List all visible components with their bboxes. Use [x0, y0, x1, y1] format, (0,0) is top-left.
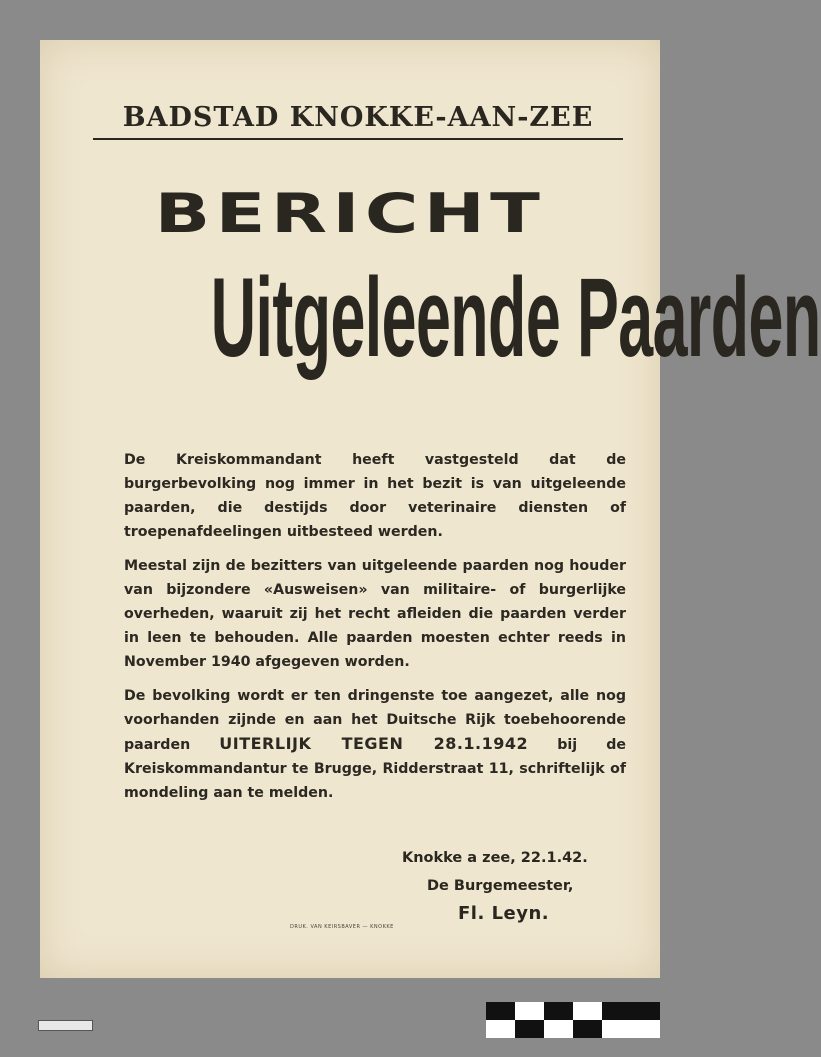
deadline-emphasis: UITERLIJK TEGEN 28.1.1942: [219, 734, 529, 753]
notice-body: [124, 448, 626, 815]
paragraph-3: [124, 684, 626, 805]
paragraph-3-start: De bevolking wordt er ten dringenste toe aangezet, alle nog voorhanden zijnde en aan het Duitsche Rijk toebehoorende paarden: [124, 688, 626, 753]
calibration-square: [573, 1020, 602, 1038]
calibration-square: [573, 1002, 602, 1020]
paragraph-3-end: bij de Kreiskommandantur te Brugge, Ridderstraat 11, schriftelijk of mondeling aan te melden.: [124, 737, 626, 801]
calibration-square: [602, 1020, 660, 1038]
calibration-square: [544, 1020, 573, 1038]
calibration-square: [515, 1002, 544, 1020]
calibration-square: [602, 1002, 660, 1020]
signer-title: De Burgemeester,: [427, 878, 574, 894]
signoff-block: [400, 844, 588, 928]
paragraph-2: Meestal zijn de bezitters van uitgeleende paarden nog houder van bijzondere «Ausweisen» van militaire- of burgerlijke overheden, waaruit zij het recht afleiden die paarden verder in leen te behouden. Alle paarden moesten echter reeds in November 1940 afgegeven worden.: [124, 558, 626, 670]
color-calibration-bar: [486, 1002, 660, 1038]
printer-credit: DRUK. VAN KEIRSBAVER — KNOKKE: [290, 924, 394, 930]
calibration-square: [544, 1002, 573, 1020]
archive-label: [38, 1020, 93, 1031]
signer-name: Fl. Leyn.: [458, 903, 550, 924]
date-line: Knokke a zee, 22.1.42.: [402, 850, 588, 866]
poster-sheet: [40, 40, 821, 978]
paragraph-1: De Kreiskommandant heeft vastgesteld dat de burgerbevolking nog immer in het bezit is van uitgeleende paarden, die destijds door veterinaire diensten of troepenafdeelingen uitbesteed werden.: [124, 452, 626, 540]
calibration-square: [486, 1020, 515, 1038]
poster-subtitle: Uitgeleende Paarden: [210, 255, 821, 380]
calibration-square: [515, 1020, 544, 1038]
poster-header: BADSTAD KNOKKE-AAN-ZEE: [122, 102, 594, 133]
poster-title: BERICHT: [154, 182, 546, 245]
header-divider: [93, 138, 623, 140]
calibration-square: [486, 1002, 515, 1020]
